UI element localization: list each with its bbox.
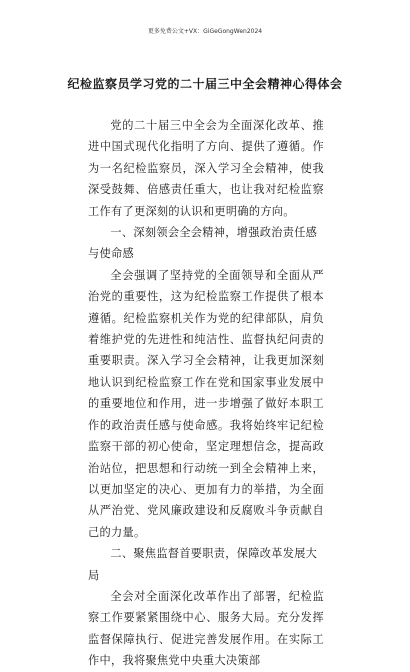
section-1-paragraph: 全会强调了坚持党的全面领导和全面从严治党的重要性，这为纪检监察工作提供了根本遵循。纪检监察机关作为党的纪律部队，肩负着维护党的先进性和纯洁性、监督执纪问责的重要职责。深入学习全会精神，让我更加深刻地认识到纪检监察工作在党和国家事业发展中的重要地位和作用，进一步增强了做好本职工作的政治责任感与使命感。我将始终牢记纪检监察干部的初心使命，坚定理想信念，提高政治站位，把思想和行动统一到全会精神上来，以更加坚定的决心、更加有力的举措，为全面从严治党、党风廉政建设和反腐败斗争贡献自己的力量。 [88,268,324,539]
document-title: 纪检监察员学习党的二十届三中全会精神心得体会 [67,77,343,91]
header-note: 更多免费公文+VX：GiGeGongWen2024 [147,28,263,35]
section-heading-1: 一、深刻领会全会精神，增强政治责任感与使命感 [88,226,318,261]
intro-paragraph: 党的二十届三中全会为全面深化改革、推进中国式现代化指明了方向、提供了遵循。作为一名纪检监察员，深入学习全会精神，使我深受鼓舞、倍感责任重大，也让我对纪检监察工作有了更深刻的认识和更明确的方向。 [88,119,324,218]
section-2-paragraph: 全会对全面深化改革作出了部署，纪检监察工作要紧紧围绕中心、服务大局。充分发挥监督保障执行、促进完善发展作用。在实际工作中，我将聚焦党中央重大决策部 [88,589,324,668]
section-heading-2: 二、聚焦监督首要职责，保障改革发展大局 [88,547,318,582]
document-body [88,115,324,672]
